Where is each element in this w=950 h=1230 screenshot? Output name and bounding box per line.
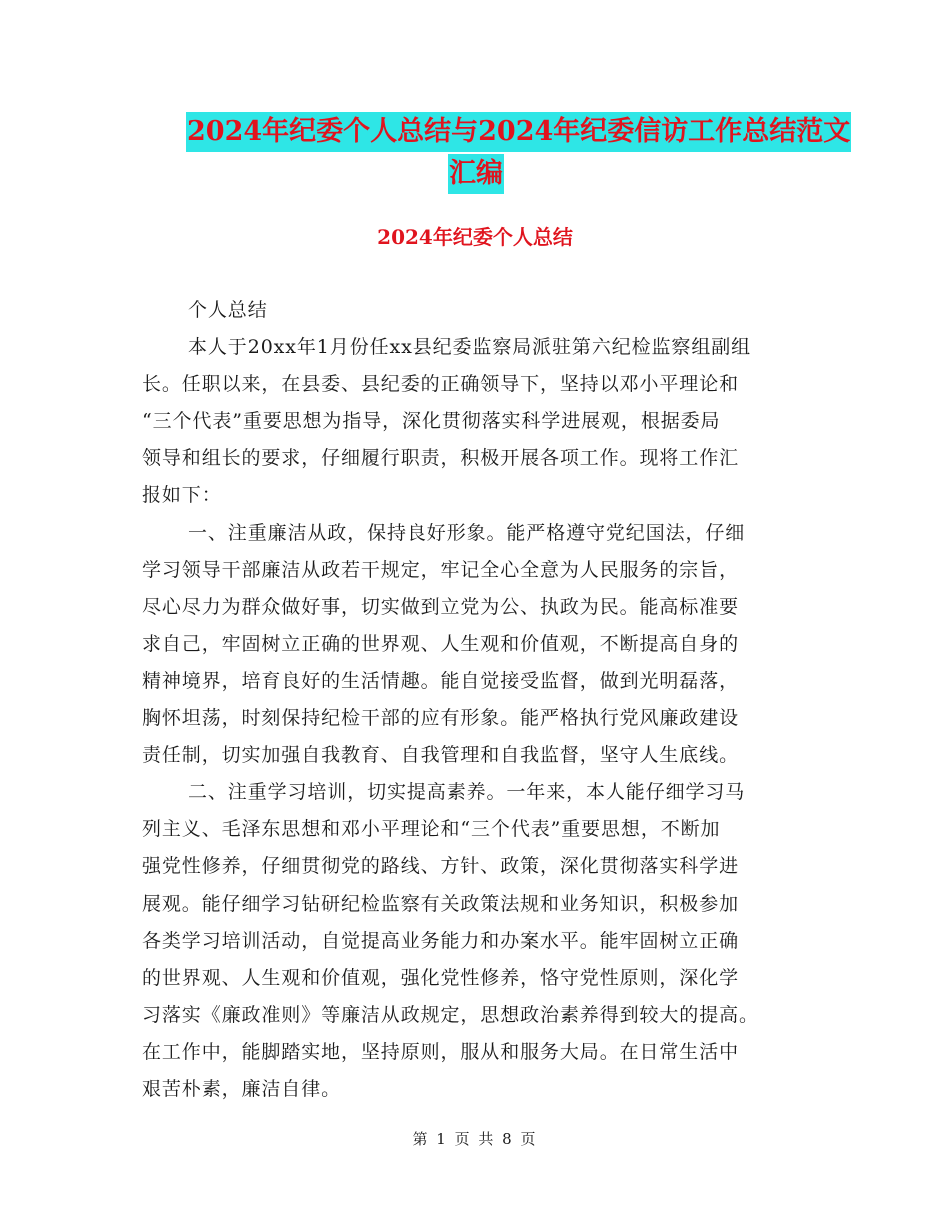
paragraph-line: 尽心尽力为群众做好事，切实做到立党为公、执政为民。能高标准要	[142, 595, 740, 618]
paragraph-line: 个人总结	[188, 299, 268, 321]
body-text	[142, 292, 814, 1108]
paragraph-line: 习落实《廉政准则》等廉洁从政规定，思想政治素养得到较大的提高。	[142, 1003, 759, 1026]
paragraph-line: 强党性修养，仔细贯彻党的路线、方针、政策，深化贯彻落实科学进	[142, 855, 740, 878]
title-line-2: 汇编	[448, 154, 504, 194]
paragraph-line: 领导和组长的要求，仔细履行职责，积极开展各项工作。现将工作汇	[142, 447, 740, 470]
paragraph-line: 学习领导干部廉洁从政若干规定，牢记全心全意为人民服务的宗旨，	[142, 558, 740, 581]
paragraph-line: 长。任职以来，在县委、县纪委的正确领导下，坚持以邓小平理论和	[142, 373, 740, 396]
paragraph-line: 各类学习培训活动，自觉提高业务能力和办案水平。能牢固树立正确	[142, 929, 740, 952]
paragraph-line: “三个代表”重要思想为指导，深化贯彻落实科学进展观，根据委局	[142, 410, 721, 433]
paragraph-line: 展观。能仔细学习钻研纪检监察有关政策法规和业务知识，积极参加	[142, 892, 740, 915]
paragraph-line: 精神境界，培育良好的生活情趣。能自觉接受监督，做到光明磊落，	[142, 669, 740, 692]
paragraph-line: 一、注重廉洁从政，保持良好形象。能严格遵守党纪国法，仔细	[188, 521, 746, 544]
paragraph-line: 艰苦朴素，廉洁自律。	[142, 1077, 342, 1100]
paragraph-line: 列主义、毛泽东思想和邓小平理论和“三个代表”重要思想，不断加	[142, 818, 721, 841]
page-footer: 第 1 页 共 8 页	[412, 1130, 538, 1148]
paragraph-line: 二、注重学习培训，切实提高素养。一年来，本人能仔细学习马	[188, 781, 746, 804]
section-heading: 2024年纪委个人总结	[377, 225, 573, 249]
paragraph-line: 胸怀坦荡，时刻保持纪检干部的应有形象。能严格执行党风廉政建设	[142, 707, 740, 730]
paragraph-line: 责任制，切实加强自我教育、自我管理和自我监督，坚守人生底线。	[142, 744, 740, 767]
paragraph-line: 本人于20xx年1月份任xx县纪委监察局派驻第六纪检监察组副组	[188, 336, 752, 359]
paragraph-line: 求自己，牢固树立正确的世界观、人生观和价值观，不断提高自身的	[142, 632, 740, 655]
title-line-1: 2024年纪委个人总结与2024年纪委信访工作总结范文	[186, 112, 851, 152]
paragraph-line: 的世界观、人生观和价值观，强化党性修养，恪守党性原则，深化学	[142, 966, 740, 989]
paragraph-line: 在工作中，能脚踏实地，坚持原则，服从和服务大局。在日常生活中	[142, 1040, 740, 1063]
paragraph-line: 报如下：	[142, 484, 222, 507]
